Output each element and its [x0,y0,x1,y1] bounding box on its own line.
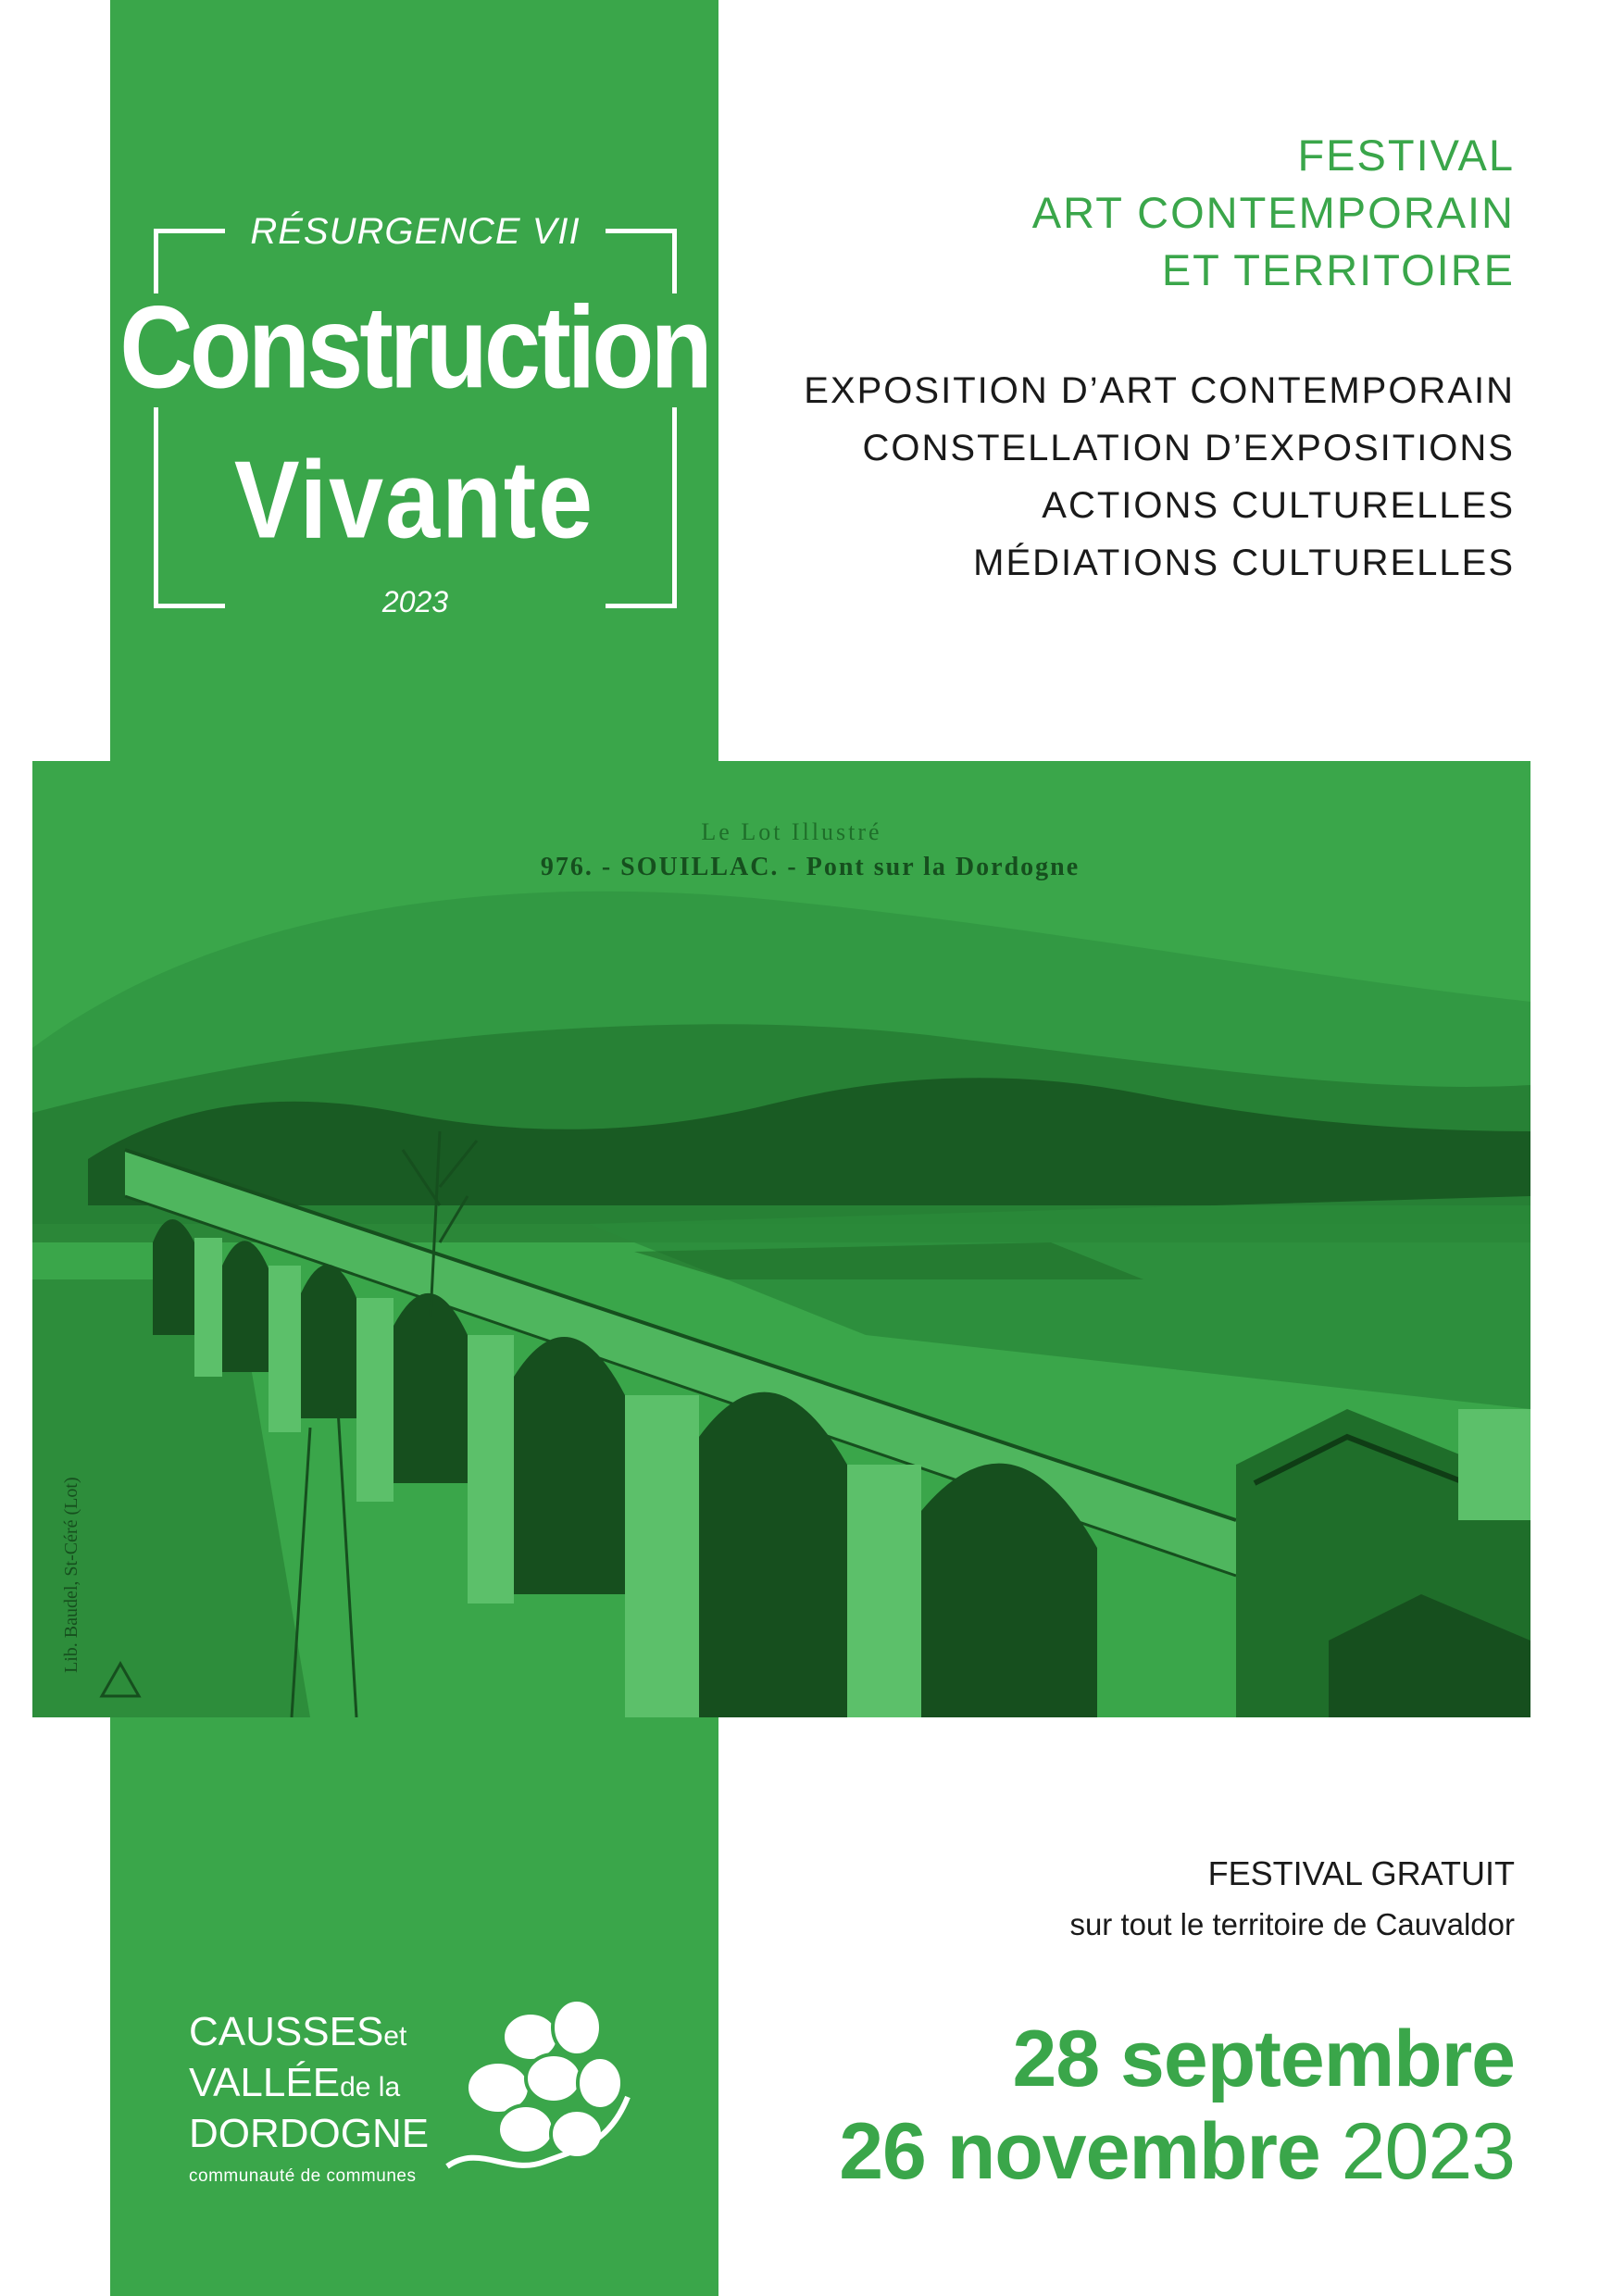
festival-line-2: ART CONTEMPORAIN [1031,188,1515,237]
title-line-2: Vivante [233,438,595,562]
postcard-side-credit: Lib. Baudel, St-Céré (Lot) [61,1477,81,1673]
activity-2: CONSTELLATION D’EXPOSITIONS [862,428,1515,468]
festival-line-1: FESTIVAL [1297,131,1515,180]
activity-1: EXPOSITION D’ART CONTEMPORAIN [804,370,1515,411]
date-end-year: 2023 [1341,2107,1515,2196]
date-end [839,2106,1515,2198]
activity-4: MÉDIATIONS CULTURELLES [973,543,1515,583]
series-label: RÉSURGENCE VII [250,211,581,252]
postcard-image [32,761,1530,1717]
logo-word-vallee: VALLÉE [189,2060,341,2105]
festival-line-3: ET TERRITOIRE [1161,245,1515,294]
logo-subtitle: communauté de communes [189,2166,417,2186]
activity-3: ACTIONS CULTURELLES [1042,485,1515,526]
logo-word-causses: CAUSSES [189,2009,384,2054]
title-line-1: Construction [119,281,709,414]
logo-word-de-la: de la [340,2072,401,2103]
free-festival: FESTIVAL GRATUIT [1207,1854,1515,1892]
territory-text: sur tout le territoire de Cauvaldor [1069,1907,1515,1941]
bridge-illustration [32,761,1530,1717]
logo-stones-icon [443,1986,646,2190]
postcard-caption: 976. - SOUILLAC. - Pont sur la Dordogne [540,853,1081,881]
date-start: 28 septembre [1012,2015,1515,2103]
edition-year: 2023 [381,585,449,618]
logo-word-et: et [383,2021,407,2052]
date-end-day-month: 26 novembre [839,2107,1320,2196]
postcard-publisher: Le Lot Illustré [701,818,882,845]
logo-wordmark [189,2009,429,2187]
logo-word-dordogne: DORDOGNE [189,2111,430,2156]
